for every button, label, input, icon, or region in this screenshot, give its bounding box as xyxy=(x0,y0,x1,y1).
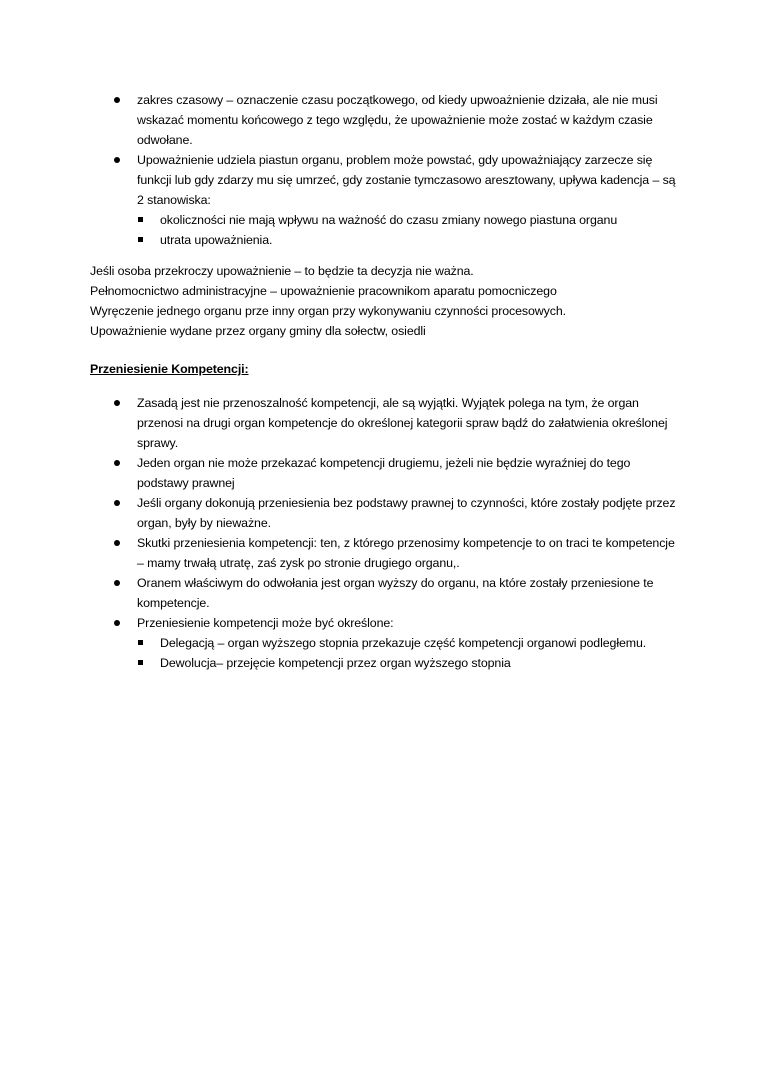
bullet-dot-icon xyxy=(114,150,128,170)
sub-list-item-text: utrata upoważnienia. xyxy=(160,233,273,247)
bullet-dot-icon xyxy=(114,613,128,633)
section-heading: Przeniesienie Kompetencji: xyxy=(90,362,249,376)
list-item-text: Zasadą jest nie przenoszalność kompetencji, ale są wyjątki. Wyjątek polega na tym, że organ przenosi na drugi organ kompetencje do określonej kategorii spraw bądź do załatwienia określonej sprawy. xyxy=(137,396,668,450)
paragraph-group xyxy=(0,261,760,341)
list-item xyxy=(0,150,677,210)
list-item-text: Jeśli organy dokonują przeniesienia bez podstawy prawnej to czynności, które zostały podjęte przez organ, były by nieważne. xyxy=(137,496,676,530)
bullet-dot-icon xyxy=(114,573,128,593)
sub-list-item-text: Delegacją – organ wyższego stopnia przekazuje część kompetencji organowi podległemu. xyxy=(160,636,647,650)
section-heading-wrap xyxy=(0,359,760,379)
list-item-text: zakres czasowy – oznaczenie czasu początkowego, od kiedy upwoażnienie dzizała, ale nie musi wskazać momentu końcowego z tego względu, że upoważnienie może zostać w każdym czasie odwołane. xyxy=(137,93,658,147)
paragraph: Jeśli osoba przekroczy upoważnienie – to będzie ta decyzja nie ważna. xyxy=(90,264,474,278)
list-item xyxy=(0,393,677,453)
bullet-dot-icon xyxy=(114,453,128,473)
bullet-dot-icon xyxy=(114,393,128,413)
list-item xyxy=(0,453,677,493)
bullet-square-icon xyxy=(137,230,151,250)
list-item xyxy=(0,90,677,150)
list-item-text: Jeden organ nie może przekazać kompetencji drugiemu, jeżeli nie będzie wyraźniej do tego podstawy prawnej xyxy=(137,456,631,490)
bullet-list-upowaznienie xyxy=(0,90,760,250)
paragraph: Wyręczenie jednego organu prze inny organ przy wykonywaniu czynności procesowych. xyxy=(90,304,566,318)
bullet-dot-icon xyxy=(114,493,128,513)
bullet-square-icon xyxy=(137,210,151,230)
bullet-square-icon xyxy=(137,653,151,673)
list-item xyxy=(0,493,677,533)
sub-list-item xyxy=(0,210,700,230)
list-item-text: Przeniesienie kompetencji może być określone: xyxy=(137,616,394,630)
bullet-list-przeniesienie xyxy=(0,393,760,673)
list-item-text: Skutki przeniesienia kompetencji: ten, z którego przenosimy kompetencje to on traci te kompetencje – mamy trwałą utratę, zaś zysk po stronie drugiego organu,. xyxy=(137,536,675,570)
sub-list-item-text: Dewolucja– przejęcie kompetencji przez organ wyższego stopnia xyxy=(160,656,511,670)
list-item-text: Oranem właściwym do odwołania jest organ wyższy do organu, na które zostały przeniesione te kompetencje. xyxy=(137,576,654,610)
list-item-text: Upoważnienie udziela piastun organu, problem może powstać, gdy upoważniający zarzecze się funkcji lub gdy zdarzy mu się umrzeć, gdy zostanie tymczasowo aresztowany, upływa kadencja – są 2 stanowiska: xyxy=(137,153,676,207)
sub-list-item-text: okoliczności nie mają wpływu na ważność do czasu zmiany nowego piastuna organu xyxy=(160,213,618,227)
list-item xyxy=(0,613,677,633)
paragraph: Pełnomocnictwo administracyjne – upoważnienie pracownikom aparatu pomocniczego xyxy=(90,284,557,298)
bullet-dot-icon xyxy=(114,533,128,553)
sub-list-item xyxy=(0,633,700,653)
bullet-dot-icon xyxy=(114,90,128,110)
list-item xyxy=(0,533,677,573)
bullet-square-icon xyxy=(137,633,151,653)
list-item xyxy=(0,573,677,613)
sub-list-item xyxy=(0,653,700,673)
sub-list-item xyxy=(0,230,700,250)
paragraph: Upoważnienie wydane przez organy gminy dla sołectw, osiedli xyxy=(90,324,426,338)
